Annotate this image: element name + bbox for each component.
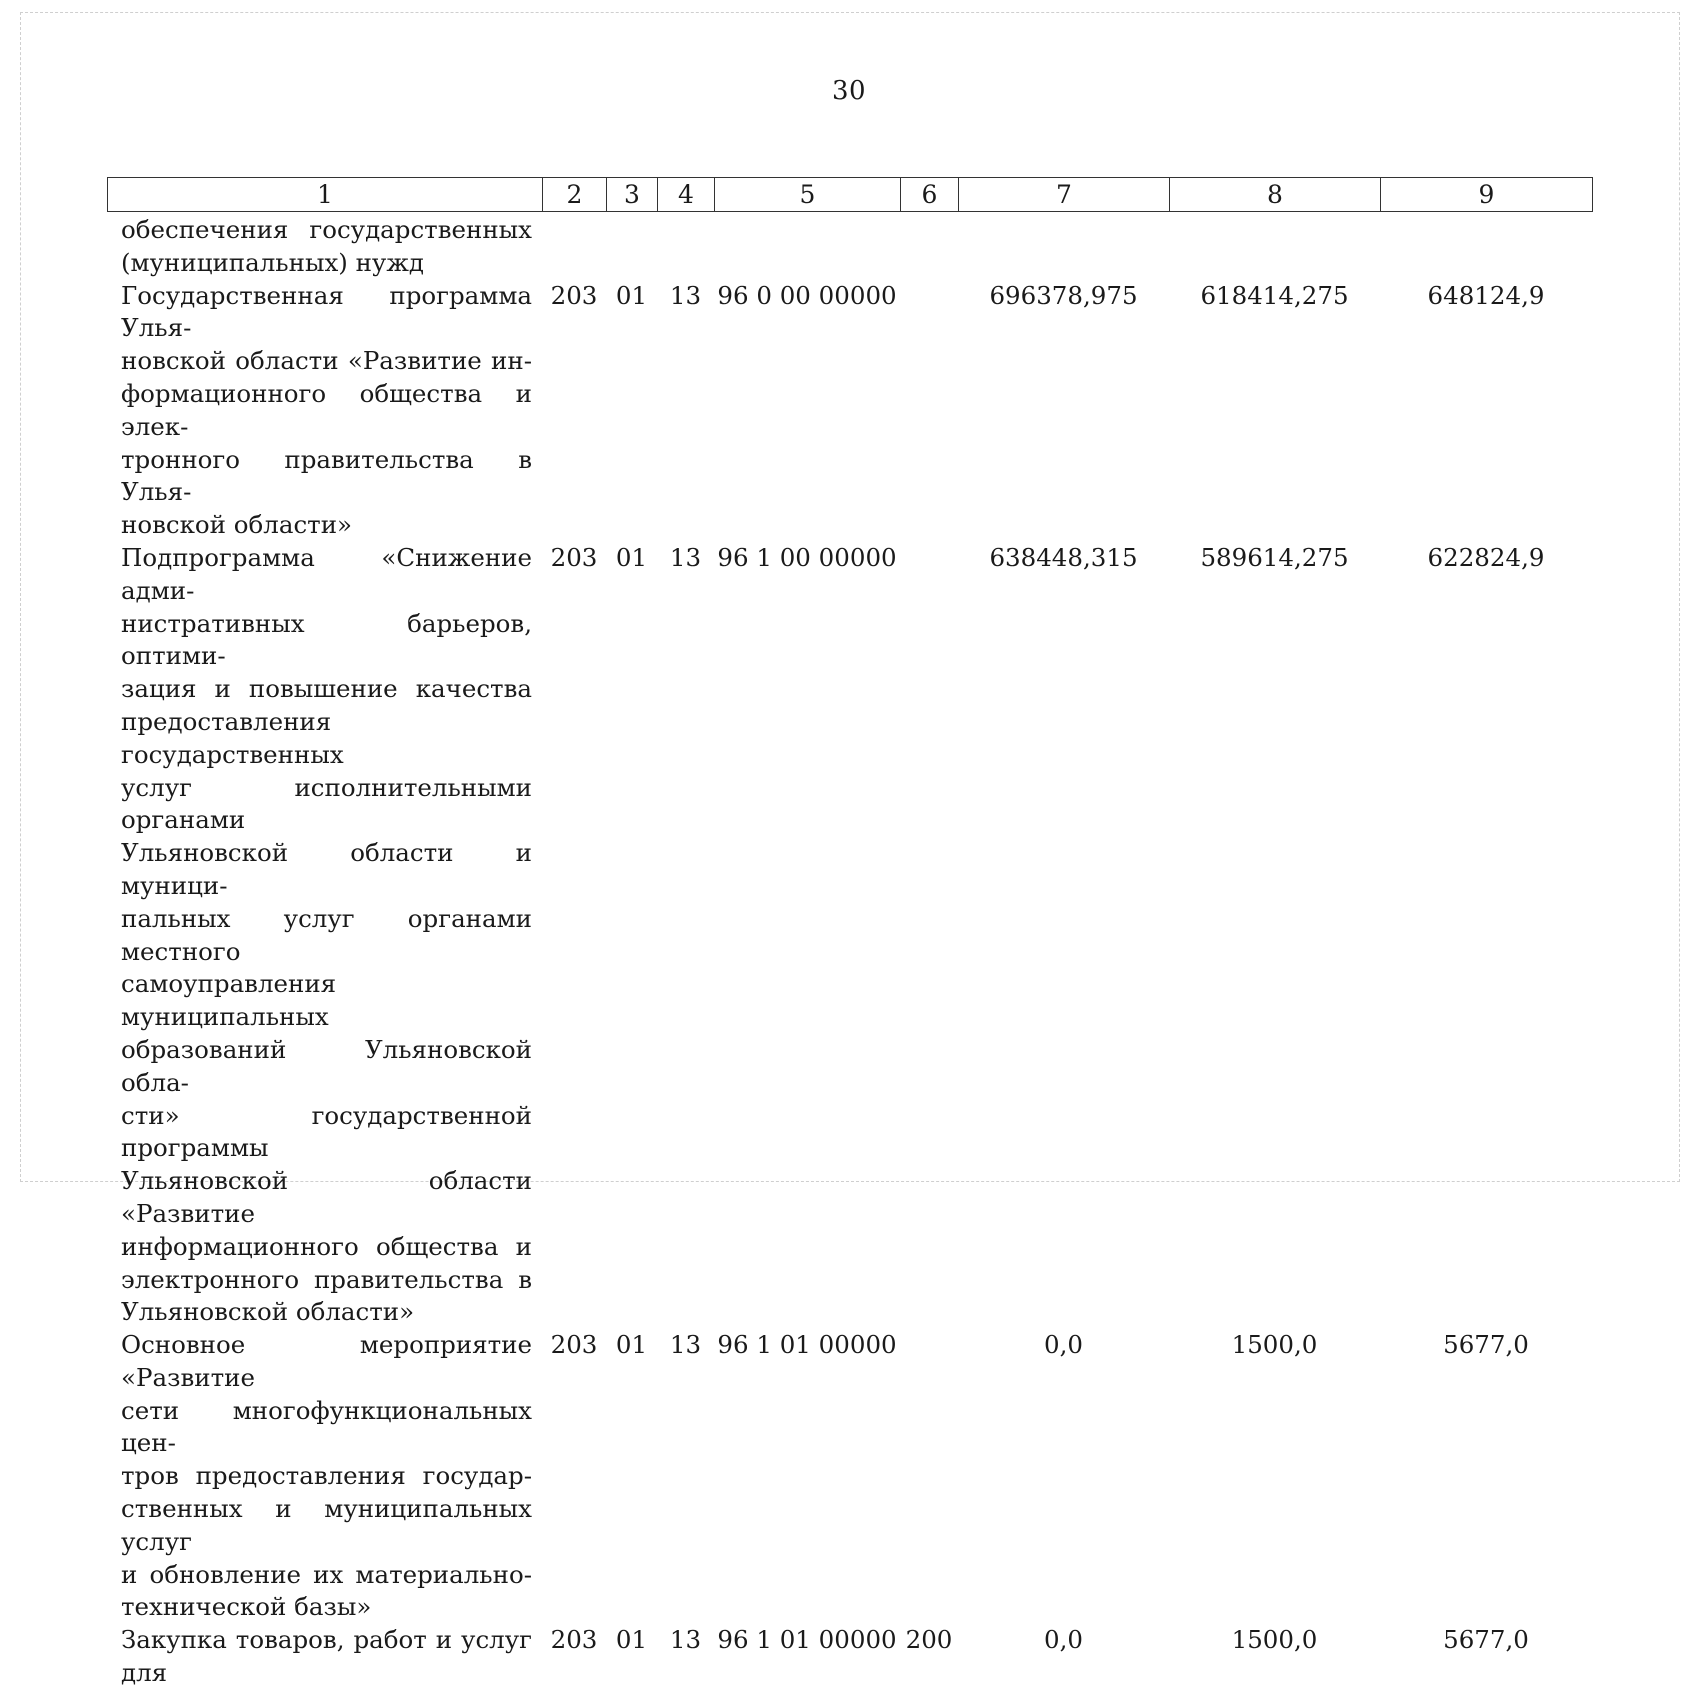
description-line: Ульяновской области» [121, 1297, 415, 1327]
cell-col-4: 13 [669, 280, 702, 310]
description-line: услуг исполнительными органами [121, 772, 532, 835]
cell-col-3: 01 [615, 1625, 648, 1655]
header-col-8: 8 [1170, 178, 1381, 212]
row-description [107, 280, 542, 542]
table-header [107, 177, 1593, 212]
cell-col-2 [542, 214, 606, 280]
description-line: (муниципальных) нужд [121, 247, 424, 277]
cell-col-7 [958, 214, 1169, 280]
description-line: формационного общества и элек- [121, 378, 532, 441]
table-row [107, 1329, 1592, 1624]
description-line: нистративных барьеров, оптими- [121, 608, 532, 671]
description-line: ственных и муниципальных услуг [121, 1494, 532, 1556]
cell-col-9: 5677,0 [1443, 1625, 1529, 1655]
description-line: Закупка товаров, работ и услуг для [121, 1625, 532, 1688]
description-line: новской области» [121, 510, 353, 540]
description-line: новской области «Развитие ин- [121, 346, 532, 376]
cell-col-8: 1500,0 [1231, 1330, 1318, 1360]
description-line: обеспечения государственных [121, 215, 532, 244]
cell-col-8 [1169, 214, 1380, 280]
description-line: сти» государственной программы [121, 1100, 532, 1163]
cell-col-3 [606, 214, 657, 280]
header-col-6: 6 [901, 178, 959, 212]
description-line: Ульяновской области «Развитие [121, 1166, 532, 1228]
header-col-7: 7 [959, 178, 1170, 212]
cell-col-7: 638448,315 [989, 542, 1138, 572]
cell-col-2: 203 [550, 1330, 598, 1360]
cell-col-3: 01 [615, 1330, 648, 1360]
cell-col-2: 203 [550, 280, 598, 310]
row-description [107, 214, 542, 280]
description-line: и обновление их материально- [121, 1559, 532, 1589]
cell-col-4: 13 [669, 1330, 702, 1360]
cell-col-4: 13 [669, 542, 702, 572]
cell-col-9 [1380, 214, 1592, 280]
description-line: предоставления государственных [121, 706, 344, 769]
cell-col-7: 0,0 [1044, 1625, 1083, 1655]
description-line: электронного правительства в [121, 1264, 532, 1294]
description-line: Подпрограмма «Снижение адми- [121, 542, 532, 605]
description-line: информационного общества и [121, 1231, 532, 1261]
cell-col-2: 203 [550, 1625, 598, 1655]
cell-col-9: 5677,0 [1443, 1330, 1529, 1360]
row-description [107, 542, 542, 1329]
description-line: тронного правительства в Улья- [121, 444, 532, 507]
page-number: 30 [831, 76, 867, 106]
cell-col-6 [900, 280, 958, 542]
header-col-2: 2 [543, 178, 607, 212]
cell-col-5: 96 1 00 00000 [717, 542, 897, 572]
description-line: технической базы» [121, 1592, 372, 1622]
table-row [107, 280, 1592, 542]
row-description [107, 1624, 542, 1690]
cell-col-9: 648124,9 [1427, 280, 1545, 310]
description-line: сети многофункциональных цен- [121, 1395, 532, 1458]
cell-col-5 [714, 214, 900, 280]
description-line: зация и повышение качества [121, 674, 532, 704]
table-row [107, 542, 1592, 1329]
header-col-9: 9 [1381, 178, 1593, 212]
description-line: пальных услуг органами местного [121, 903, 532, 966]
header-col-3: 3 [607, 178, 658, 212]
cell-col-4: 13 [669, 1625, 702, 1655]
cell-col-6: 200 [905, 1625, 953, 1655]
cell-col-6 [900, 542, 958, 1329]
table-row [107, 214, 1592, 280]
cell-col-5: 96 0 00 00000 [717, 280, 897, 310]
description-line: образований Ульяновской обла- [121, 1034, 532, 1097]
cell-col-5: 96 1 01 00000 [717, 1625, 897, 1655]
header-col-5: 5 [715, 178, 901, 212]
cell-col-6 [900, 214, 958, 280]
cell-col-3: 01 [615, 542, 648, 572]
row-description [107, 1329, 542, 1624]
cell-col-3: 01 [615, 280, 648, 310]
cell-col-7: 696378,975 [989, 280, 1138, 310]
cell-col-5: 96 1 01 00000 [717, 1330, 897, 1360]
description-line: Государственная программа Улья- [121, 280, 532, 343]
cell-col-8: 589614,275 [1200, 542, 1349, 572]
description-line: самоуправления муниципальных [121, 969, 337, 1032]
cell-col-9: 622824,9 [1427, 542, 1545, 572]
description-line: Основное мероприятие «Развитие [121, 1330, 532, 1392]
cell-col-8: 618414,275 [1200, 280, 1349, 310]
header-col-4: 4 [658, 178, 715, 212]
cell-col-6 [900, 1329, 958, 1624]
header-col-1: 1 [108, 178, 543, 212]
cell-col-8: 1500,0 [1231, 1625, 1318, 1655]
description-line: Ульяновской области и муници- [121, 838, 532, 900]
table-row [107, 1624, 1592, 1690]
cell-col-7: 0,0 [1044, 1330, 1083, 1360]
cell-col-4 [657, 214, 714, 280]
description-line: тров предоставления государ- [121, 1461, 532, 1491]
table-body [107, 214, 1592, 1690]
cell-col-2: 203 [550, 542, 598, 572]
